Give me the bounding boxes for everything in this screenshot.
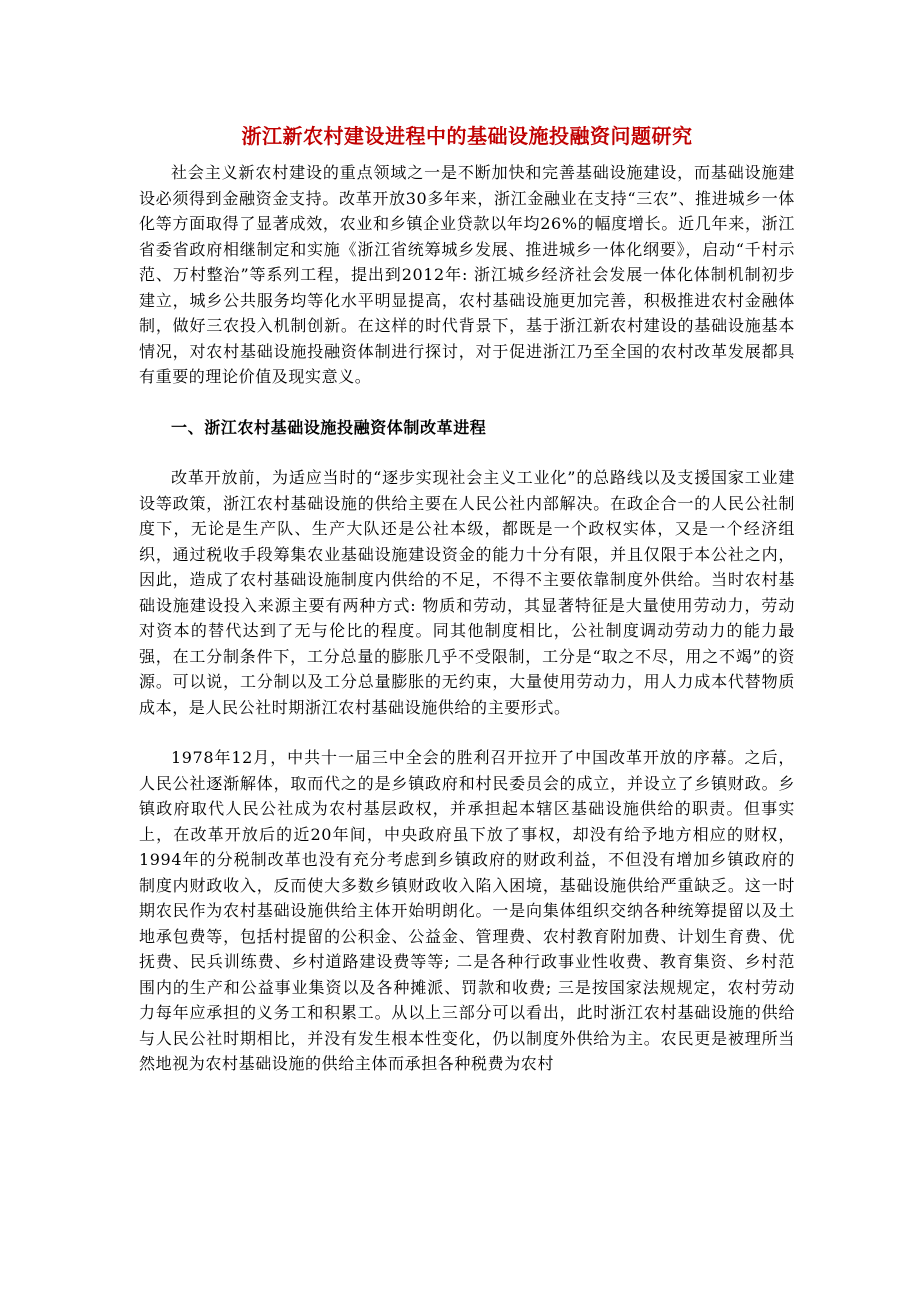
body-paragraph: 1978年12月，中共十一届三中全会的胜利召开拉开了中国改革开放的序幕。之后，人民公社逐渐解体，取而代之的是乡镇政府和村民委员会的成立，并设立了乡镇财政。乡镇政府取代人民公社成为农村基层政权，并承担起本辖区基础设施供给的职责。但事实上，在改革开放后的近20年间，中央政府虽下放了事权，却没有给予地方相应的财权，1994年的分税制改革也没有充分考虑到乡镇政府的财政利益，不但没有增加乡镇政府的制度内财政收入，反而使大多数乡镇财政收入陷入困境，基础设施供给严重缺乏。这一时期农民作为农村基础设施供给主体开始明朗化。一是向集体组织交纳各种统筹提留以及土地承包费等，包括村提留的公积金、公益金、管理费、农村教育附加费、计划生育费、优抚费、民兵训练费、乡村道路建设费等等; 二是各种行政事业性收费、教育集资、乡村范围内的生产和公益事业集资以及各种摊派、罚款和收费; 三是按国家法规规定，农村劳动力每年应承担的义务工和积累工。从以上三部分可以看出，此时浙江农村基础设施的供给与人民公社时期相比，并没有发生根本性变化，仍以制度外供给为主。农民更是被理所当然地视为农村基础设施的供给主体而承担各种税费为农村 [139, 748, 795, 1073]
body-paragraph: 改革开放前，为适应当时的“逐步实现社会主义工业化”的总路线以及支援国家工业建设等政策，浙江农村基础设施的供给主要在人民公社内部解决。在政企合一的人民公社制度下，无论是生产队、生产大队还是公社本级，都既是一个政权实体，又是一个经济组织，通过税收手段筹集农业基础设施建设资金的能力十分有限，并且仅限于本公社之内，因此，造成了农村基础设施制度内供给的不足，不得不主要依靠制度外供给。当时农村基础设施建设投入来源主要有两种方式: 物质和劳动，其显著特征是大量使用劳动力，劳动对资本的替代达到了无与伦比的程度。同其他制度相比，公社制度调动劳动力的能力最强，在工分制条件下，工分总量的膨胀几乎不受限制，工分是“取之不尽，用之不竭”的资源。可以说，工分制以及工分总量膨胀的无约束，大量使用劳动力，用人力成本代替物质成本，是人民公社时期浙江农村基础设施供给的主要形式。 [139, 468, 795, 717]
document-page [139, 110, 795, 1077]
document-title: 浙江新农村建设进程中的基础设施投融资问题研究 [241, 124, 693, 148]
intro-paragraph: 社会主义新农村建设的重点领域之一是不断加快和完善基础设施建设，而基础设施建设必须得到金融资金支持。改革开放30多年来，浙江金融业在支持“三农”、推进城乡一体化等方面取得了显著成效，农业和乡镇企业贷款以年均26%的幅度增长。近几年来，浙江省委省政府相继制定和实施《浙江省统筹城乡发展、推进城乡一体化纲要》，启动“千村示范、万村整治”等系列工程，提出到2012年: 浙江城乡经济社会发展一体化体制机制初步建立，城乡公共服务均等化水平明显提高，农村基础设施更加完善，积极推进农村金融体制，做好三农投入机制创新。在这样的时代背景下，基于浙江新农村建设的基础设施基本情况，对农村基础设施投融资体制进行探讨，对于促进浙江乃至全国的农村改革发展都具有重要的理论价值及现实意义。 [139, 163, 795, 386]
paragraph-gap [139, 720, 795, 745]
section-heading: 一、浙江农村基础设施投融资体制改革进程 [171, 417, 487, 437]
